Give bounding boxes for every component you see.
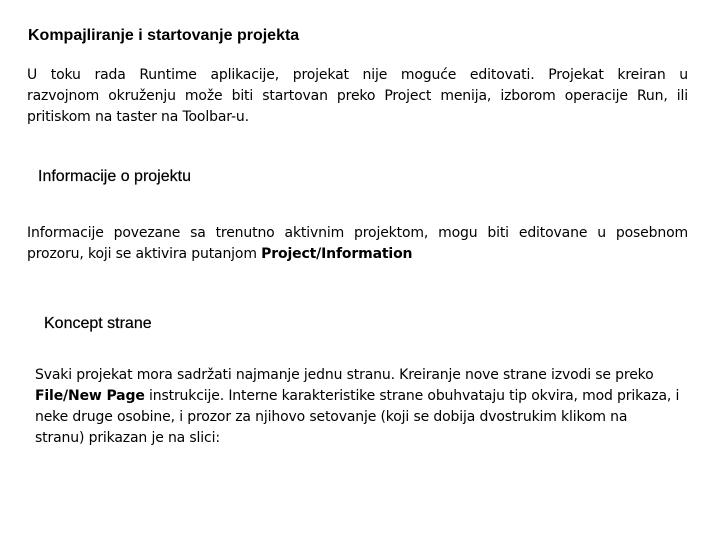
paragraph-line: neke druge osobine, i prozor za njihovo setovanje (koji se dobija dvostrukim klikom na [35,409,628,425]
paragraph-line: U toku rada Runtime aplikacije, projekat nije moguće editovati. Projekat kreiran u [27,67,688,83]
paragraph-project-info [27,223,688,265]
paragraph-page-concept [35,365,720,449]
paragraph-line: pritiskom na taster na Toolbar-u. [27,109,249,125]
menu-path-file-new-page: File/New Page [35,388,145,404]
paragraph-line: razvojnom okruženju može biti startovan preko Project menija, izborom operacije Run, ili [27,88,688,104]
paragraph-line [27,244,688,265]
paragraph-text: prozoru, koji se aktivira putanjom [27,246,262,262]
paragraph-line [35,386,720,407]
paragraph-line: Svaki projekat mora sadržati najmanje jednu stranu. Kreiranje nove strane izvodi se preko [35,367,654,383]
paragraph-line: stranu) prikazan je na slici: [35,430,220,446]
menu-path-project-information: Project/Information [261,246,413,262]
paragraph-text: instrukcije. Interne karakteristike strane obuhvataju tip okvira, mod prikaza, i [144,388,680,404]
section-heading-page-concept: Koncept strane [44,315,152,332]
section-heading-compile: Kompajliranje i startovanje projekta [28,27,300,44]
paragraph-compile [27,65,688,128]
paragraph-line: Informacije povezane sa trenutno aktivnim projektom, mogu biti editovane u posebnom [27,225,688,241]
section-heading-project-info: Informacije o projektu [38,168,191,185]
